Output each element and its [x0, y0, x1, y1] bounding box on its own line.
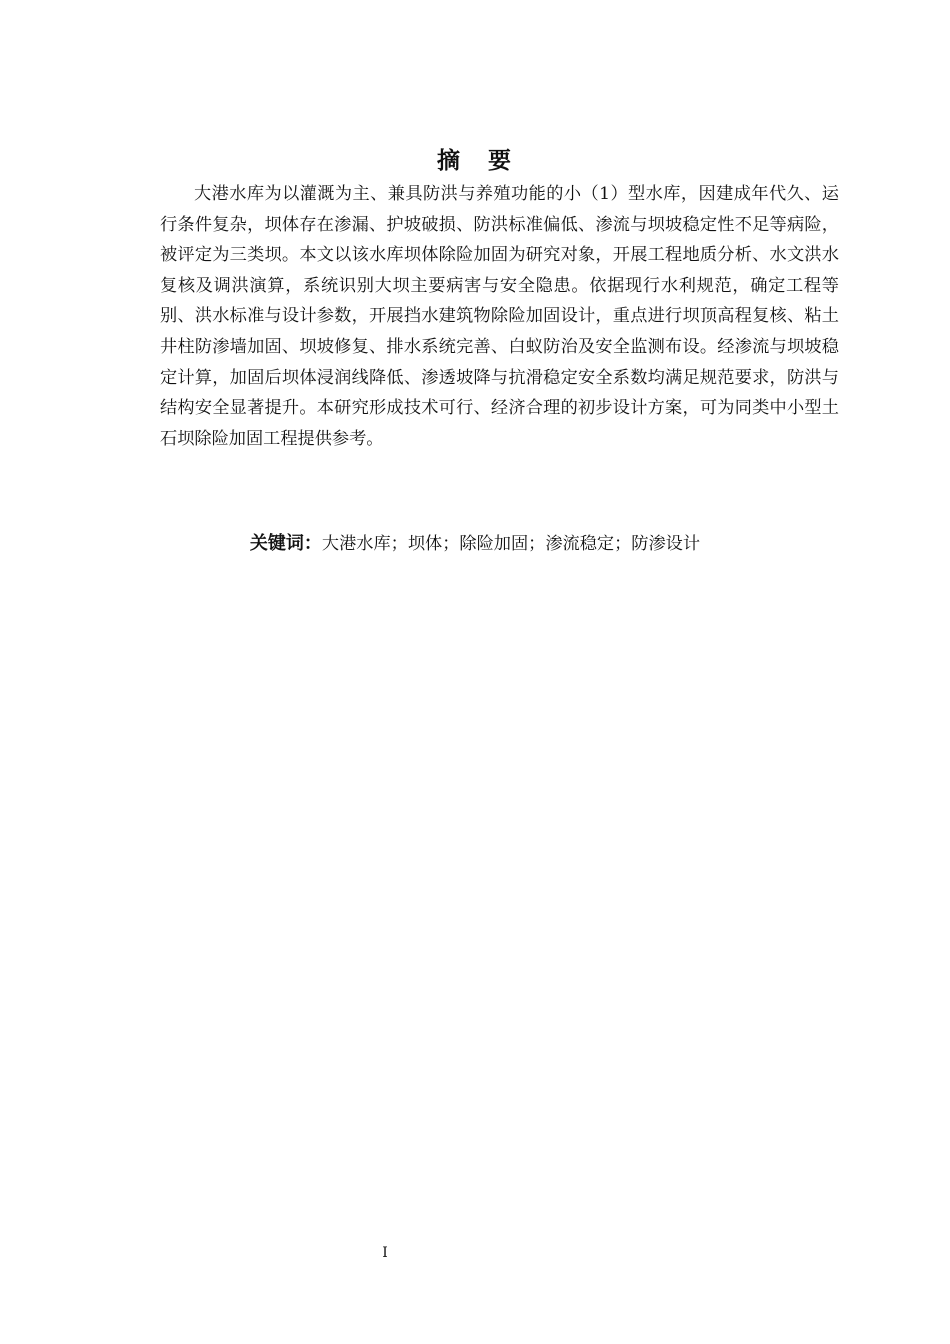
keywords-line: [0, 529, 950, 559]
keywords-label: 关键词：: [249, 533, 322, 554]
abstract-paragraph: 大港水库为以灌溉为主、兼具防洪与养殖功能的小（1）型水库，因建成年代久、运行条件复杂，坝体存在渗漏、护坡破损、防洪标准偏低、渗流与坝坡稳定性不足等病险，被评定为三类坝。本文以该水库坝体除险加固为研究对象，开展工程地质分析、水文洪水复核及调洪演算，系统识别大坝主要病害与安全隐患。依据现行水利规范，确定工程等别、洪水标准与设计参数，开展挡水建筑物除险加固设计，重点进行坝顶高程复核、粘土井柱防渗墙加固、坝坡修复、排水系统完善、白蚁防治及安全监测布设。经渗流与坝坡稳定计算，加固后坝体浸润线降低、渗透坡降与抗滑稳定安全系数均满足规范要求，防洪与结构安全显著提升。本研究形成技术可行、经济合理的初步设计方案，可为同类中小型土石坝除险加固工程提供参考。: [160, 184, 839, 449]
page-title: 摘 要: [436, 148, 521, 174]
page-number: I: [382, 1245, 388, 1261]
keywords-text: 大港水库；坝体；除险加固；渗流稳定；防渗设计: [321, 534, 701, 554]
